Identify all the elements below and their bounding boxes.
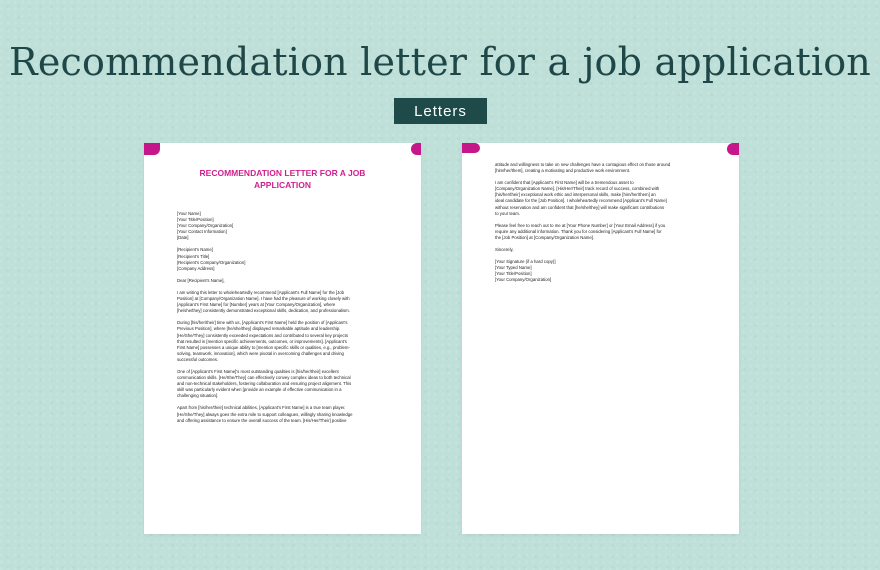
letter-text-line: that resulted in [mention specific achievements, outcomes, or improvements]. [Applicant's bbox=[177, 338, 347, 344]
page-title: Recommendation letter for a job application bbox=[9, 40, 871, 84]
letter-text-line: attitude and willingness to take on new challenges have a contagious effect on those around bbox=[495, 162, 671, 167]
letter-text-line: Sincerely, bbox=[495, 247, 514, 253]
letter-text-line: [Your Typed Name] bbox=[495, 265, 532, 271]
letter-text-line: [Your Title/Position] bbox=[495, 271, 532, 277]
letter-text-line: First Name] possesses a unique ability to [mention specific skills or qualities, e.g., problem- bbox=[177, 344, 350, 350]
letter-text-line: [Your Company/Organization] bbox=[495, 277, 552, 283]
category-badge[interactable]: Letters bbox=[394, 98, 487, 124]
letter-text-line: I am writing this letter to wholeheartedly recommend [Applicant's Full Name] for the [Job bbox=[177, 289, 345, 295]
letter-text-line: Previous Position], where [he/she/they] displayed remarkable aptitude and leadership. bbox=[177, 326, 341, 332]
letter-page-2 bbox=[462, 143, 739, 534]
letter-text-line: Please feel free to reach out to me at [Your Phone Number] or [Your Email Address] if you bbox=[495, 222, 666, 228]
letter-text-line: [Date] bbox=[177, 235, 189, 241]
letter-text-line: ideal candidate for the [Job Position]. I wholeheartedly recommend [Applicant's Full Name] bbox=[495, 198, 667, 204]
letter-text-line: communication skills. [He/She/They] can effectively convey complex ideas to both technical bbox=[177, 375, 351, 381]
letter-text-line: [He/She/They] consistently exceeded expectations and contributed to several key projects bbox=[177, 332, 349, 338]
letter-text-line: to your team. bbox=[495, 210, 521, 216]
letter-text-line: Position] at [Company/Organization Name]. I have had the pleasure of working closely with bbox=[177, 296, 350, 302]
letter-text-line: [Recipient's Company/Organization] bbox=[177, 259, 246, 265]
letter-text-line: [Your Name] bbox=[177, 211, 201, 216]
letter-text-line: and non-technical stakeholders, fostering collaboration and ensuring project alignment. This bbox=[177, 381, 352, 387]
letter-text-line: Apart from [his/her/their] technical abilities, [Applicant's First Name] is a true team player. bbox=[177, 405, 346, 411]
letter-text-line: skill was particularly evident when [provide an example of effective communication in a bbox=[177, 387, 342, 393]
letter-text-line: challenging situation]. bbox=[177, 393, 219, 399]
letter-text-line: [Recipient's Title] bbox=[177, 253, 210, 259]
letter-text-line: [Your Signature (if a hard copy)] bbox=[495, 259, 556, 265]
letter-text-line: [He/She/They] always goes the extra mile to support colleagues, willingly sharing knowledge bbox=[177, 411, 353, 417]
document-title: RECOMMENDATION LETTER FOR A JOB APPLICATION bbox=[199, 168, 366, 190]
letter-page-1 bbox=[144, 143, 421, 534]
letter-text-line: solving, teamwork, innovation], which were pivotal in overcoming challenges and driving bbox=[177, 350, 344, 356]
page-corner-tab-right bbox=[727, 143, 739, 155]
letter-text-line: [Recipient's Name] bbox=[177, 247, 213, 253]
letter-text-line: I am confident that [Applicant's First Name] will be a tremendous asset to bbox=[495, 180, 634, 186]
letter-text-line: [him/her/them], creating a motivating and productive work environment. bbox=[495, 168, 631, 174]
letter-text-line: [Your Company/Organization] bbox=[177, 223, 234, 229]
letter-text-line: During [his/her/their] time with us, [Applicant's First Name] held the position of [Applicant's bbox=[177, 320, 348, 326]
letter-body-page-1 bbox=[177, 211, 390, 424]
letter-body-page-2 bbox=[495, 162, 711, 284]
letter-text-line: require any additional information. Thank you for considering [Applicant's Full Name] for bbox=[495, 228, 662, 234]
letter-text-line: One of [Applicant's First Name]'s most outstanding qualities is [his/her/their] excellent bbox=[177, 368, 339, 374]
letter-text-line: [he/she/they] consistently demonstrated exceptional skills, dedication, and professionalism. bbox=[177, 308, 350, 314]
letter-text-line: [Company Address] bbox=[177, 265, 215, 271]
letter-text-line: Dear [Recipient's Name], bbox=[177, 277, 225, 283]
letter-text-line: [his/her/their] exceptional work ethic and interpersonal skills, make [him/her/them] an bbox=[495, 192, 656, 198]
letter-text-line: [Your Contact Information] bbox=[177, 229, 227, 235]
letter-text-line: [Applicant's First Name] for [Number] years at [Your Company/Organization], where bbox=[177, 302, 336, 308]
letter-text-line: [Your Title/Position] bbox=[177, 217, 214, 223]
letter-text-line: [Company/Organization Name]. [His/Her/Their] track record of success, combined with bbox=[495, 186, 660, 192]
page-corner-tab-left bbox=[462, 143, 480, 153]
page-corner-tab-right bbox=[411, 143, 421, 155]
letter-text-line: successful outcomes. bbox=[177, 356, 219, 362]
letter-text-line: without reservation and am confident that [he/she/they] will make significant contributions bbox=[495, 204, 665, 210]
letter-text-line: and offering assistance to ensure the overall success of the team. [His/Her/Their] positive bbox=[177, 417, 347, 423]
page-corner-tab-left bbox=[144, 143, 160, 155]
letter-text-line: the [Job Position] at [Company/Organization Name]. bbox=[495, 234, 595, 240]
